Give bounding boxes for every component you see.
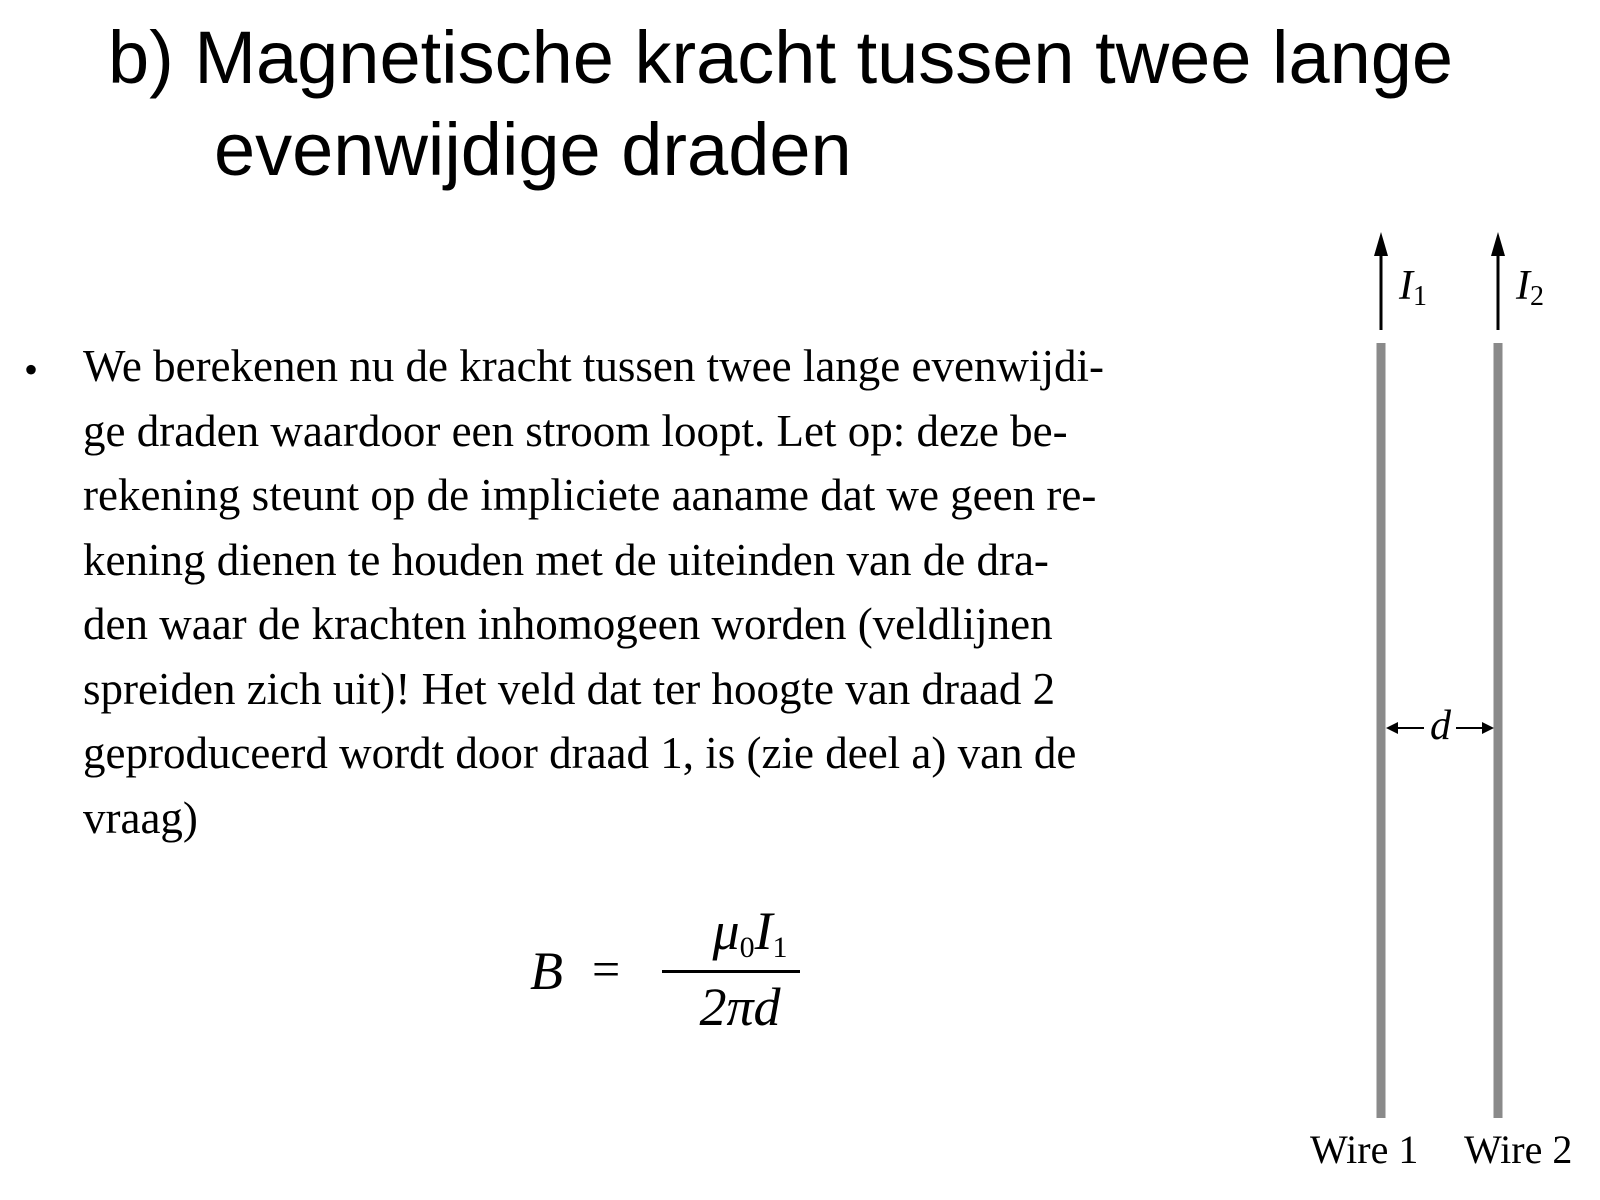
current-symbol: I [754,901,773,961]
paragraph-line: spreiden zich uit)! Het veld dat ter hoogte van draad 2 [83,663,1056,714]
paragraph-line: den waar de krachten inhomogeen worden (veldlijnen [83,599,1053,649]
wire-2-label: Wire 2 [1464,1127,1573,1172]
paragraph-line: rekening steunt op de impliciete aaname dat we geen re- [83,470,1097,520]
current-1-arrowhead [1374,232,1388,256]
formula-denominator: 2πd [699,977,781,1037]
distance-label: d [1430,703,1451,749]
current-2-arrowhead [1491,232,1505,256]
mu-symbol: μ [712,901,740,961]
title-line-1: b) Magnetische kracht tussen twee lange [108,16,1454,99]
current-2-label [1516,262,1544,313]
current-2-subscript: 2 [1530,281,1544,312]
mu-subscript: 0 [739,931,755,964]
distance-arrowhead-right [1482,722,1494,734]
wire-1-label: Wire 1 [1310,1127,1419,1172]
paragraph-line: vraag) [83,792,198,843]
current-2-symbol: I [1516,263,1530,309]
paragraph-line: ge draden waardoor een stroom loopt. Let op: deze be- [83,405,1068,456]
bullet-marker: • [24,347,39,392]
formula-lhs: B [530,941,563,1001]
paragraph-line: kening dienen te houden met de uiteinden van de dra- [83,534,1049,585]
current-1-label [1399,262,1427,313]
current-1-subscript: 1 [1413,281,1427,312]
current-1-symbol: I [1399,263,1413,309]
paragraph-line: We berekenen nu de kracht tussen twee lange evenwijdi- [83,341,1104,391]
paragraph-line: geproduceerd wordt door draad 1, is (zie deel a) van de [83,728,1077,778]
formula-equals: = [592,941,621,997]
distance-arrowhead-left [1386,722,1398,734]
current-subscript: 1 [772,931,788,964]
title-line-2: evenwijdige draden [214,108,852,191]
